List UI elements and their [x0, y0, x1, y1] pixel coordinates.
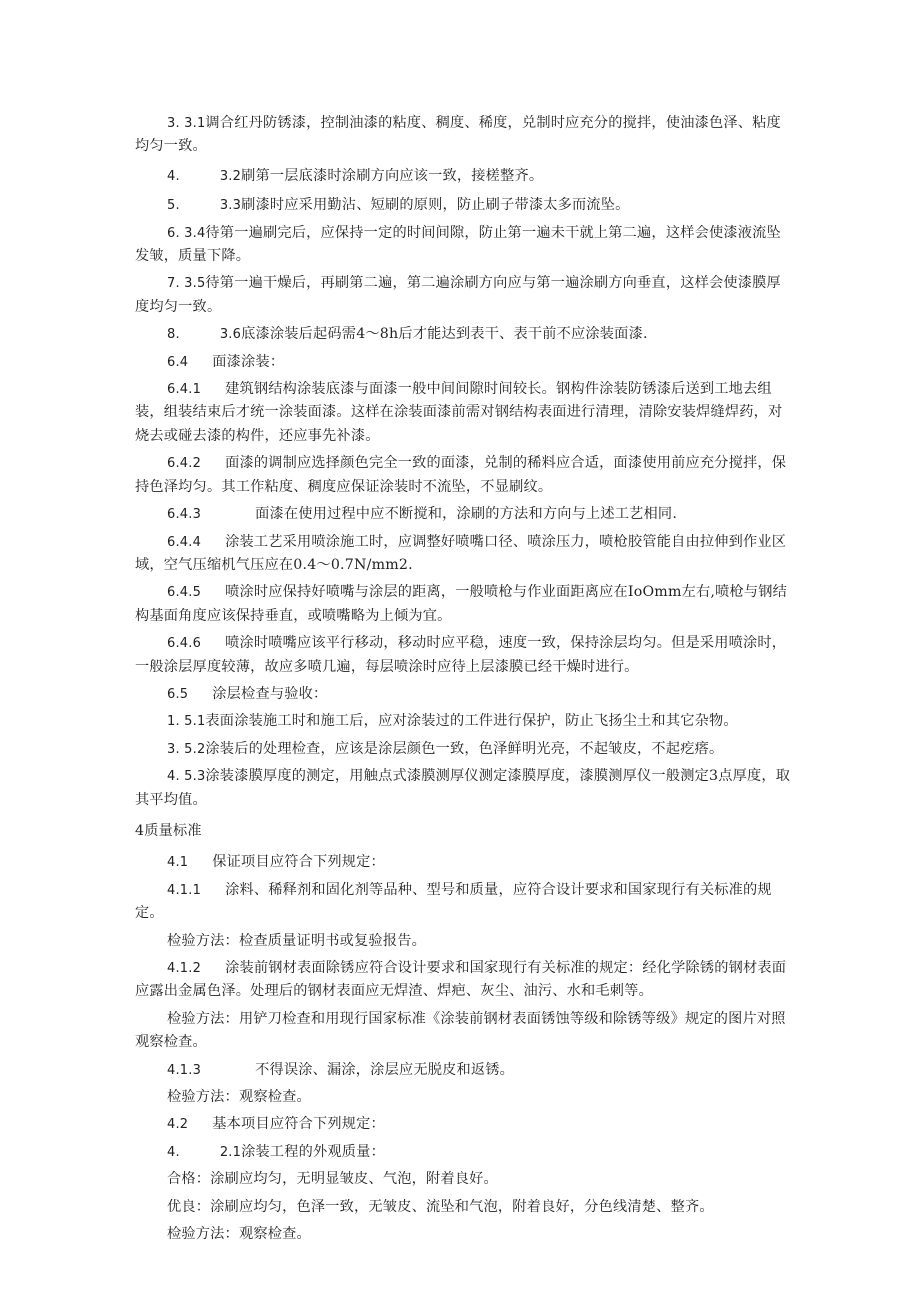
item-number: 6. 3.4: [167, 225, 206, 241]
paragraph-4-2-1: [135, 1141, 795, 1164]
excellent-criteria: [135, 1196, 795, 1219]
paragraph-text: 喷涂时喷嘴应该平行移动，移动时应平稳，速度一致，保持涂层均匀。但是采用喷涂时，一般涂层厚度较薄，故应多喷几遍，每层喷涂时应待上层漆膜已经干燥时进行。: [135, 635, 787, 675]
item-number: 5.: [167, 198, 180, 214]
paragraph-6-4-1: [135, 378, 795, 448]
item-subnumber: 3.2: [219, 168, 242, 184]
paragraph-4-2: [135, 1113, 795, 1136]
paragraph-text: 优良：涂刷应均匀，色泽一致，无皱皮、流坠和气泡，附着良好，分色线清楚、整齐。: [167, 1198, 714, 1215]
paragraph-text: 调合红丹防锈漆，控制油漆的粘度、稠度、稀度，兑制时应充分的搅拌，使油漆色泽、粘度均匀一致。: [135, 115, 781, 155]
paragraph-text: 检验方法：观察检查。: [167, 1226, 311, 1243]
paragraph-3-2: [135, 165, 795, 188]
inspection-method: [135, 1223, 795, 1246]
paragraph-text: 待第一遍干燥后，再刷第二遍，第二遍涂刷方向应与第一遍涂刷方向垂直，这样会使漆膜厚度均匀一致。: [135, 275, 781, 315]
paragraph-text: 表面涂装施工时和施工后，应对涂装过的工件进行保护，防止飞扬尘土和其它杂物。: [205, 713, 738, 730]
item-subnumber: 3.3: [219, 198, 242, 214]
paragraph-text: 涂装前钢材表面除锈应符合设计要求和国家现行有关标准的规定：经化学除锈的钢材表面应露出金属色泽。处理后的钢材表面应无焊渣、焊疤、灰尘、油污、水和毛刺等。: [135, 960, 787, 1000]
paragraph-text: 喷涂时应保持好喷嘴与涂层的距离，一般喷枪与作业面距离应在IoOmm左右,喷枪与钢结构基面角度应该保持垂直，或喷嘴略为上倾为宜。: [135, 584, 788, 624]
item-number: 6.4.2: [167, 456, 202, 472]
paragraph-text: 涂层检查与验收：: [212, 685, 328, 702]
paragraph-text: 刷漆时应采用勤沾、短刷的原则，防止刷子带漆太多而流坠。: [241, 197, 630, 214]
item-number: 6.4: [167, 354, 189, 370]
paragraph-5-3: [135, 765, 795, 812]
paragraph-4-1-2: [135, 957, 795, 1004]
paragraph-text: 不得误涂、漏涂，涂层应无脱皮和返锈。: [255, 1061, 515, 1078]
item-number: 3. 5.2: [167, 741, 206, 757]
item-number: 4.1.1: [167, 882, 202, 898]
paragraph-text: 涂装工艺采用喷涂施工时，应调整好喷嘴口径、喷涂压力，喷枪胶管能自由拉伸到作业区域，空气压缩机气压应在0.4～0.7N∕mm2.: [135, 533, 787, 573]
paragraph-6-4-3: [135, 503, 795, 526]
item-number: 4.2: [167, 1117, 189, 1133]
item-number: 7. 3.5: [167, 276, 206, 292]
item-number: 3. 3.1: [167, 116, 206, 131]
item-number: 8.: [167, 327, 180, 343]
document-body: [135, 112, 795, 1246]
paragraph-text: 面漆在使用过程中应不断搅和，涂刷的方法和方向与上述工艺相同.: [255, 506, 678, 523]
item-number: 6.5: [167, 686, 189, 702]
item-number: 6.4.6: [167, 636, 202, 652]
paragraph-text: 涂料、稀释剂和固化剂等品种、型号和质量，应符合设计要求和国家现行有关标准的规定。: [135, 881, 772, 922]
paragraph-5-1: [135, 710, 795, 733]
qualified-criteria: [135, 1168, 795, 1191]
paragraph-6-4-5: [135, 581, 795, 628]
paragraph-text: 基本项目应符合下列规定：: [212, 1116, 385, 1133]
inspection-method: [135, 930, 795, 953]
item-subnumber: 2.1: [219, 1144, 242, 1160]
paragraph-5-2: [135, 738, 795, 761]
item-number: 6.4.5: [167, 585, 202, 601]
paragraph-text: 涂装工程的外观质量：: [241, 1143, 385, 1160]
item-number: 6.4.4: [167, 534, 202, 550]
paragraph-text: 检验方法：检查质量证明书或复验报告。: [167, 932, 426, 949]
item-number: 1. 5.1: [167, 714, 206, 730]
paragraph-text: 合格：涂刷应均匀，无明显皱皮、气泡，附着良好。: [167, 1171, 498, 1188]
paragraph-text: 检验方法：观察检查。: [167, 1089, 311, 1106]
paragraph-text: 底漆涂装后起码需4～8h后才能达到表干、表干前不应涂装面漆.: [241, 326, 648, 343]
paragraph-text: 涂装漆膜厚度的测定，用触点式漆膜测厚仪测定漆膜厚度，漆膜测厚仪一般测定3点厚度，取其平均值。: [135, 768, 791, 808]
paragraph-text: 面漆涂装：: [212, 353, 285, 370]
item-number: 4.1.3: [167, 1062, 202, 1078]
item-number: 4.: [167, 168, 180, 184]
paragraph-4-1-1: [135, 879, 795, 926]
item-number: 4.: [167, 1144, 180, 1160]
item-number: 4.1: [167, 855, 189, 871]
item-number: 6.4.1: [167, 382, 202, 398]
paragraph-3-5: [135, 272, 795, 319]
paragraph-4-1: [135, 851, 795, 874]
paragraph-text: 保证项目应符合下列规定：: [212, 854, 385, 871]
item-subnumber: 3.6: [219, 327, 242, 343]
paragraph-6-5: [135, 683, 795, 706]
paragraph-text: 建筑钢结构涂装底漆与面漆一般中间间隙时间较长。钢构件涂装防锈漆后送到工地去组装，组装结束后才统一涂装面漆。这样在涂装面漆前需对钢结构表面进行清理，清除安装焊缝焊药，对烧去或碰去漆的构件，还应事先补漆。: [135, 381, 783, 444]
paragraph-text: 检验方法：用铲刀检查和用现行国家标准《涂装前钢材表面锈蚀等级和除锈等级》规定的图片对照观察检查。: [135, 1010, 786, 1051]
paragraph-3-6: [135, 323, 795, 346]
section-heading: 4质量标准: [135, 822, 202, 839]
paragraph-6-4-2: [135, 452, 795, 499]
paragraph-3-1: [135, 112, 795, 159]
item-number: 4. 5.3: [167, 769, 206, 785]
paragraph-text: 刷第一层底漆时涂刷方向应该一致，接槎整齐。: [241, 167, 544, 184]
paragraph-3-3: [135, 194, 795, 217]
paragraph-6-4-4: [135, 531, 795, 578]
paragraph-4-1-3: [135, 1059, 795, 1082]
paragraph-text: 待第一遍刷完后，应保持一定的时间间隙，防止第一遍未干就上第二遍，这样会使漆液流坠发皱，质量下降。: [135, 224, 781, 265]
inspection-method: [135, 1008, 795, 1055]
paragraph-3-4: [135, 222, 795, 269]
paragraph-6-4: [135, 351, 795, 374]
paragraph-text: 面漆的调制应选择颜色完全一致的面漆，兑制的稀料应合适，面漆使用前应充分搅拌，保持色泽均匀。其工作粘度、稠度应保证涂装时不流坠，不显刷纹。: [135, 455, 787, 495]
paragraph-text: 涂装后的处理检查，应该是涂层颜色一致，色泽鲜明光亮，不起皱皮，不起疙瘩。: [205, 740, 724, 757]
item-number: 4.1.2: [167, 961, 202, 976]
paragraph-6-4-6: [135, 632, 795, 679]
item-number: 6.4.3: [167, 507, 202, 523]
inspection-method: [135, 1086, 795, 1109]
